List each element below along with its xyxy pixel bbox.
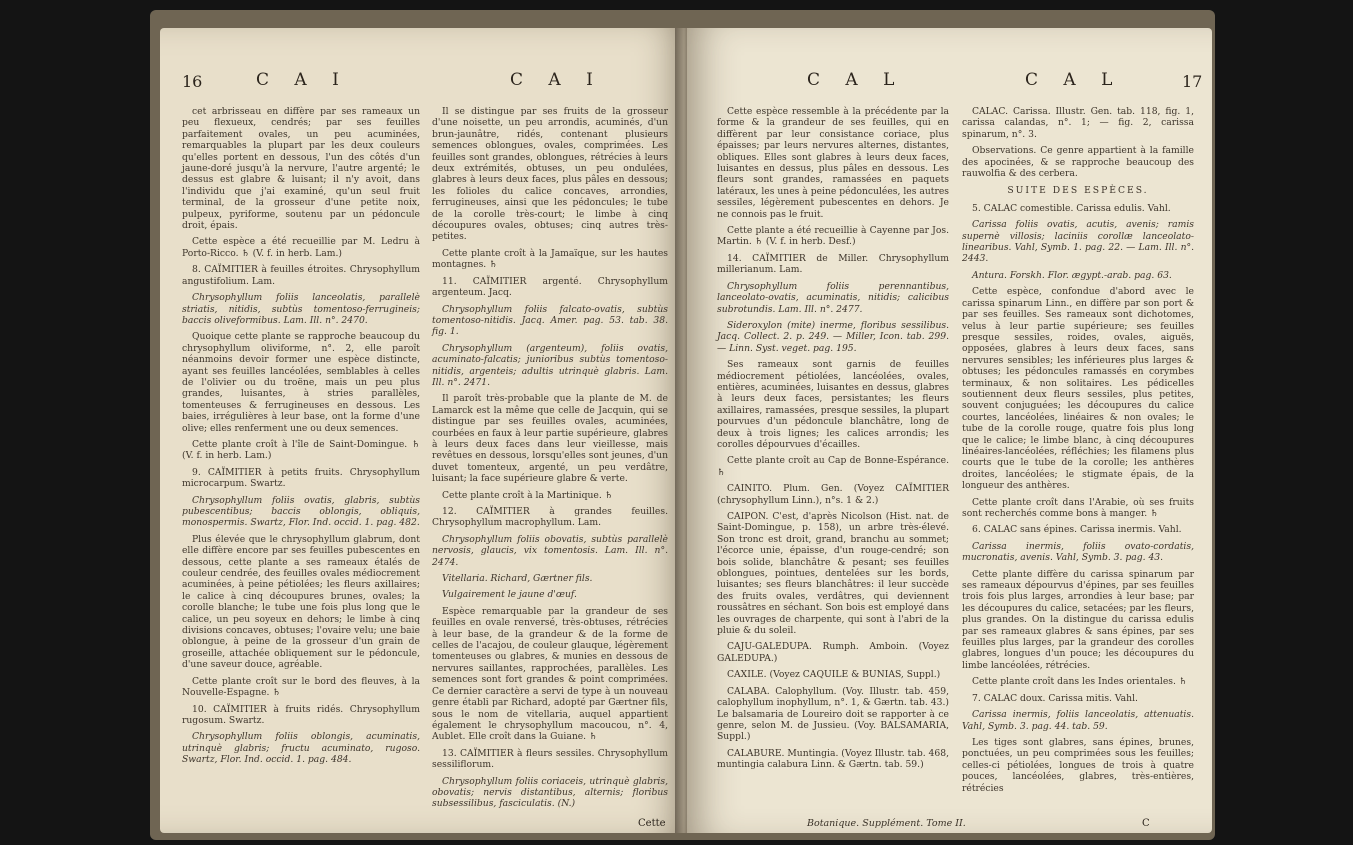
left-running-head-col2: C A I	[510, 70, 603, 90]
latin-diagnosis: Chrysophyllum foliis falcato-ovatis, subtùs tomentoso-nitidis. Jacq. Amer. pag. 53. tab. 38. fig. 1.	[432, 303, 668, 338]
paragraph: Il se distingue par ses fruits de la grosseur d'une noisette, un peu arrondis, acuminés, d'un brun-jaunâtre, ridés, contenant plusieurs semences oblongues, ovales, comprimées. Les feuilles sont grandes, oblongues, rétrécies à leurs deux extrémités, obtuses, un peu ondulées, glabres à leurs deux faces, plus pâles en dessous; les folioles du calice concaves, arrondies, ferrugineuses, ainsi que les pédoncules; le tube de la corolle très-court; le limbe à cinq découpures ovales, obtuses; cinq autres très-petites.	[432, 106, 668, 243]
latin-diagnosis: Carissa foliis ovatis, acutis, avenis; ramis supernè villosis; laciniis corollæ lanceolato-linearibus. Vahl, Symb. 1. pag. 22. — Lam. Ill. n°. 2443.	[962, 219, 1194, 265]
paragraph: Cette espèce a été recueillie par M. Ledru à Porto-Ricco. ♄ (V. f. in herb. Lam.)	[182, 236, 420, 259]
paragraph: CALABURE. Muntingia. (Voyez Illustr. tab. 468, muntingia calabura Linn. & Gærtn. tab. 59.)	[717, 747, 949, 771]
entry-heading: CAXILE. (Voyez CAQUILE & BUNIAS, Suppl.)	[727, 669, 941, 681]
latin-diagnosis: Chrysophyllum foliis ovatis, glabris, subtùs pubescentibus; baccis oblongis, obliquis, monospermis. Swartz, Flor. Ind. occid. 1. pag. 482.	[182, 494, 420, 529]
latin-diagnosis: Chrysophyllum foliis coriaceis, utrinquè glabris, obovatis; nervis distantibus, alternis; floribus subsessilibus, fasciculatis. (N.)	[432, 775, 668, 810]
latin-diagnosis: Chrysophyllum (argenteum), foliis ovatis, acuminato-falcatis; junioribus subtùs tomentoso-nitidis, argenteis; adultis utrinquè glabris. Lam. Ill. n°. 2471.	[432, 342, 668, 388]
latin-diagnosis: Chrysophyllum foliis lanceolatis, parallelè striatis, nitidis, subtùs tomentoso-ferrugineis; baccis oliveformibus. Lam. Ill. n°. 2470.	[182, 292, 420, 326]
section-heading: SUITE DES ESPÈCES.	[1007, 185, 1149, 197]
paragraph: Plus élevée que le chrysophyllum glabrum, dont elle diffère encore par ses feuilles pubescentes en dessous, cette plante a ses rameaux étalés de couleur cendrée, des feuilles ovales médiocrement acuminées, à peine pétiolées; les fleurs axillaires; le calice à cinq découpures brunes, ovales; la corolle blanche; le tube une fois plus long que le calice, un peu soyeux en dehors; le limbe à cinq divisions concaves, obtuses; l'ovaire velu; une baie oblongue, à peine de la grosseur d'un grain de groseille, attachée obliquement sur le pédoncule, d'une saveur douce, agréable.	[182, 533, 420, 671]
right-running-head-col1: C A L	[807, 70, 905, 90]
paragraph: Il paroît très-probable que la plante de M. de Lamarck est la même que celle de Jacquin, qui se distingue par ses feuilles ovales, acuminées, courbées en faux à leur partie supérieure, glabres à leurs deux faces dans leur vieillesse, mais revêtues en dessous, lorsqu'elles sont jeunes, d'un duvet tomenteux, argenté, un peu verdâtre, luisant; la face supérieure glabre & verte.	[432, 393, 668, 485]
entry-heading: 14. CAÏMITIER de Miller. Chrysophyllum millerianum. Lam.	[717, 252, 949, 276]
open-book	[150, 10, 1215, 840]
entry-heading: 7. CALAC doux. Carissa mitis. Vahl.	[972, 692, 1138, 704]
paragraph: Cette plante croît sur le bord des fleuves, à la Nouvelle-Espagne. ♄	[182, 675, 420, 699]
paragraph: Observations. Ce genre appartient à la famille des apocinées, & se rapproche beaucoup des rauwolfia & des cerbera.	[962, 145, 1194, 180]
right-column-2	[962, 106, 1194, 799]
paragraph: Cette plante a été recueillie à Cayenne par Jos. Martin. ♄ (V. f. in herb. Desf.)	[717, 225, 949, 248]
entry-heading: 12. CAÏMITIER à grandes feuilles. Chrysophyllum macrophyllum. Lam.	[432, 506, 668, 529]
entry-heading: 13. CAÏMITIER à fleurs sessiles. Chrysophyllum sessiliflorum.	[432, 747, 668, 771]
paragraph: Quoique cette plante se rapproche beaucoup du chrysophyllum oliviforme, n°. 2, elle paroît néanmoins devoir former une espèce distincte, ayant ses feuilles lancéolées, semblables à celles de l'olivier ou du troëne, mais un peu plus grandes, luisantes, à stries parallèles, tomenteuses & ferrugineuses en dessous. Les baies, irrégulières à leur base, ont la forme d'une olive; elles renferment une ou deux semences.	[182, 331, 420, 434]
page-footer: Botanique. Supplément. Tome II.	[807, 818, 966, 829]
entry-heading: 6. CALAC sans épines. Carissa inermis. Vahl.	[972, 524, 1182, 536]
paragraph: Espèce remarquable par la grandeur de ses feuilles en ovale renversé, très-obtuses, rétrécies à leur base, de la grandeur & de la forme de celles de l'acajou, de couleur glauque, légèrement tomenteuses ou glabres, & munies en dessous de nervures saillantes, rapprochées, parallèles. Les semences sont fort grandes & point comprimées. Ce dernier caractère a servi de type à un nouveau genre établi par Richard, adopté par Gærtner fils, sous le nom de vitellaria, auquel appartient également le chrysophyllum macoucou, n°. 4, Aublet. Elle croît dans la Guiane. ♄	[432, 605, 668, 743]
paragraph: CAIPON. C'est, d'après Nicolson (Hist. nat. de Saint-Domingue, p. 158), un arbre très-élevé. Son tronc est droit, grand, branchu au sommet; l'écorce unie, épaisse, d'un rouge-cendré; son bois solide, blanchâtre & pesant; ses feuilles oblongues, pointues, dentelées sur les bords, luisantes; ses fleurs blanchâtres: il leur succède des fruits ovales, verdâtres, qui deviennent roussâtres en séchant. Son bois est employé dans les ouvrages de charpente, qui sont à l'abri de la pluie & du soleil.	[717, 511, 949, 637]
left-column-2	[432, 106, 668, 815]
latin-diagnosis: Carissa inermis, foliis lanceolatis, attenuatis. Vahl, Symb. 3. pag. 44. tab. 59.	[962, 709, 1194, 732]
synonym: Antura. Forskh. Flor. ægypt.-arab. pag. 63.	[972, 269, 1172, 281]
entry-heading: 10. CAÏMITIER à fruits ridés. Chrysophyllum rugosum. Swartz.	[182, 703, 420, 726]
paragraph: Ses rameaux sont garnis de feuilles médiocrement pétiolées, lancéolées, ovales, entières, acuminées, luisantes en dessus, glabres à leurs deux faces, persistantes; les fleurs axillaires, ramassées, presque sessiles, la plupart pourvues d'un pédoncule blanchâtre, long de deux à trois lignes; les calices arrondis; les corolles dépourvues d'écailles.	[717, 359, 949, 450]
entry-heading: CAJU-GALEDUPA. Rumph. Amboin. (Voyez GALEDUPA.)	[717, 641, 949, 664]
left-column-1	[182, 106, 420, 771]
left-page-number: 16	[182, 72, 203, 91]
left-page	[160, 28, 688, 833]
paragraph: Cette plante croît à l'île de Saint-Domingue. ♄ (V. f. in herb. Lam.)	[182, 438, 420, 462]
latin-diagnosis: Carissa inermis, foliis ovato-cordatis, mucronatis, avenis. Vahl, Symb. 3. pag. 43.	[962, 540, 1194, 564]
entry-heading: 9. CAÏMITIER à petits fruits. Chrysophyllum microcarpum. Swartz.	[182, 466, 420, 490]
latin-diagnosis: Chrysophyllum foliis oblongis, acuminatis, utrinquè glabris; fructu acuminato, rugoso. Swartz, Flor. Ind. occid. 1. pag. 484.	[182, 731, 420, 766]
left-running-head-col1: C A I	[256, 70, 349, 90]
right-page	[687, 28, 1212, 833]
catchword: Cette	[638, 818, 666, 829]
paragraph: cet arbrisseau en diffère par ses rameaux un peu flexueux, cendrés; par ses feuilles parfaitement ovales, un peu acuminées, remarquables la plupart par les deux couleurs qu'elles portent en dessous, l'un des côtés d'un jaune-doré jusqu'à la nervure, l'autre argenté; le dessus est glabre & luisant; il n'y avoit, dans l'individu que j'ai examiné, qu'un seul fruit terminal, de la grosseur d'une petite noix, pulpeux, pyriforme, soutenu par un pédoncule droit, épais.	[182, 106, 420, 232]
paragraph: CALABA. Calophyllum. (Voy. Illustr. tab. 459, calophyllum inophyllum, n°. 1, & Gærtn. tab. 43.) Le balsamaria de Loureiro doit se rapporter à ce genre, selon M. de Jussieu. (Voy. BALSAMARIA, Suppl.)	[717, 685, 949, 743]
right-column-1	[717, 106, 949, 776]
right-page-number: 17	[1182, 72, 1203, 91]
entry-heading: 11. CAÏMITIER argenté. Chrysophyllum argenteum. Jacq.	[432, 275, 668, 299]
paragraph: Les tiges sont glabres, sans épines, brunes, ponctuées, un peu comprimées sous les feuilles; celles-ci pétiolées, longues de trois à quatre pouces, lancéolées, glabres, très-entières, rétrécies	[962, 736, 1194, 794]
paragraph: Cette espèce, confondue d'abord avec le carissa spinarum Linn., en diffère par son port & par ses feuilles. Ses rameaux sont dichotomes, velus à leur partie supérieure; ses feuilles presque sessiles, roides, ovales, aiguës, opposées, glabres à leurs deux faces, sans nervures sensibles; les inférieures plus larges & obtuses; les pédoncules ramassés en corymbes terminaux, & non solitaires. Les pédicelles soutiennent deux fleurs sessiles, plus petites, souvent conjuguées; les découpures du calice courtes, lancéolées, linéaires & non ovales; le tube de la corolle rouge, quatre fois plus long que le calice; le limbe blanc, à cinq découpures linéaires-lancéolées, réfléchies; les filamens plus courts que le tube de la corolle; les anthères droites, lancéolées; le stigmate épais, de la longueur des anthères.	[962, 286, 1194, 492]
signature-mark: C	[1142, 818, 1150, 829]
latin-diagnosis: Chrysophyllum foliis perennantibus, lanceolato-ovatis, acuminatis, nitidis; calicibus subrotundis. Lam. Ill. n°. 2477.	[717, 280, 949, 315]
paragraph: Cette plante croît au Cap de Bonne-Espérance. ♄	[717, 455, 949, 478]
right-running-head-col2: C A L	[1025, 70, 1123, 90]
paragraph: Cette plante croît à la Jamaïque, sur les hautes montagnes. ♄	[432, 247, 668, 271]
synonym: Vitellaria. Richard, Gærtner fils.	[442, 573, 593, 585]
entry-heading: CAINITO. Plum. Gen. (Voyez CAÏMITIER (chrysophyllum Linn.), n°s. 1 & 2.)	[717, 483, 949, 506]
paragraph: Cette plante croît dans les Indes orientales. ♄	[972, 676, 1188, 688]
entry-heading: 8. CAÏMITIER à feuilles étroites. Chrysophyllum angustifolium. Lam.	[182, 264, 420, 287]
paragraph: Cette espèce ressemble à la précédente par la forme & la grandeur de ses feuilles, qui en diffèrent par leur consistance coriace, plus épaisses; par leurs nervures alternes, distantes, obliques. Elles sont glabres à leurs deux faces, luisantes en dessus, plus pâles en dessous. Les fleurs sont grandes, ramassées en paquets latéraux, les unes à peine pédonculées, les autres sessiles, légèrement pubescentes en dehors. Je ne connois pas le fruit.	[717, 106, 949, 220]
entry-heading: 5. CALAC comestible. Carissa edulis. Vahl.	[972, 202, 1171, 214]
paragraph: Cette plante diffère du carissa spinarum par ses rameaux dépourvus d'épines, par ses feuilles trois fois plus larges, arrondies à leur base; par les découpures du calice, setacées; par les fleurs, plus grandes. On la distingue du carissa edulis par ses rameaux glabres & sans épines, par ses feuilles plus larges, par la grandeur des corolles glabres, longues d'un pouce; les découpures du limbe lancéolées, rétrécies.	[962, 568, 1194, 671]
paragraph: Cette plante croît dans l'Arabie, où ses fruits sont recherchés comme bons à manger. ♄	[962, 496, 1194, 519]
synonym: Sideroxylon (mite) inerme, floribus sessilibus. Jacq. Collect. 2. p. 249. — Miller, Icon. tab. 299. — Linn. Syst. veget. pag. 195.	[717, 319, 949, 354]
paragraph: CALAC. Carissa. Illustr. Gen. tab. 118, fig. 1, carissa calandas, n°. 1; — fig. 2, carissa spinarum, n°. 3.	[962, 106, 1194, 140]
paragraph: Cette plante croît à la Martinique. ♄	[442, 489, 613, 501]
vernacular-name: Vulgairement le jaune d'œuf.	[442, 589, 577, 601]
latin-diagnosis: Chrysophyllum foliis obovatis, subtùs parallelè nervosis, glaucis, vix tomentosis. Lam. Ill. n°. 2474.	[432, 533, 668, 568]
